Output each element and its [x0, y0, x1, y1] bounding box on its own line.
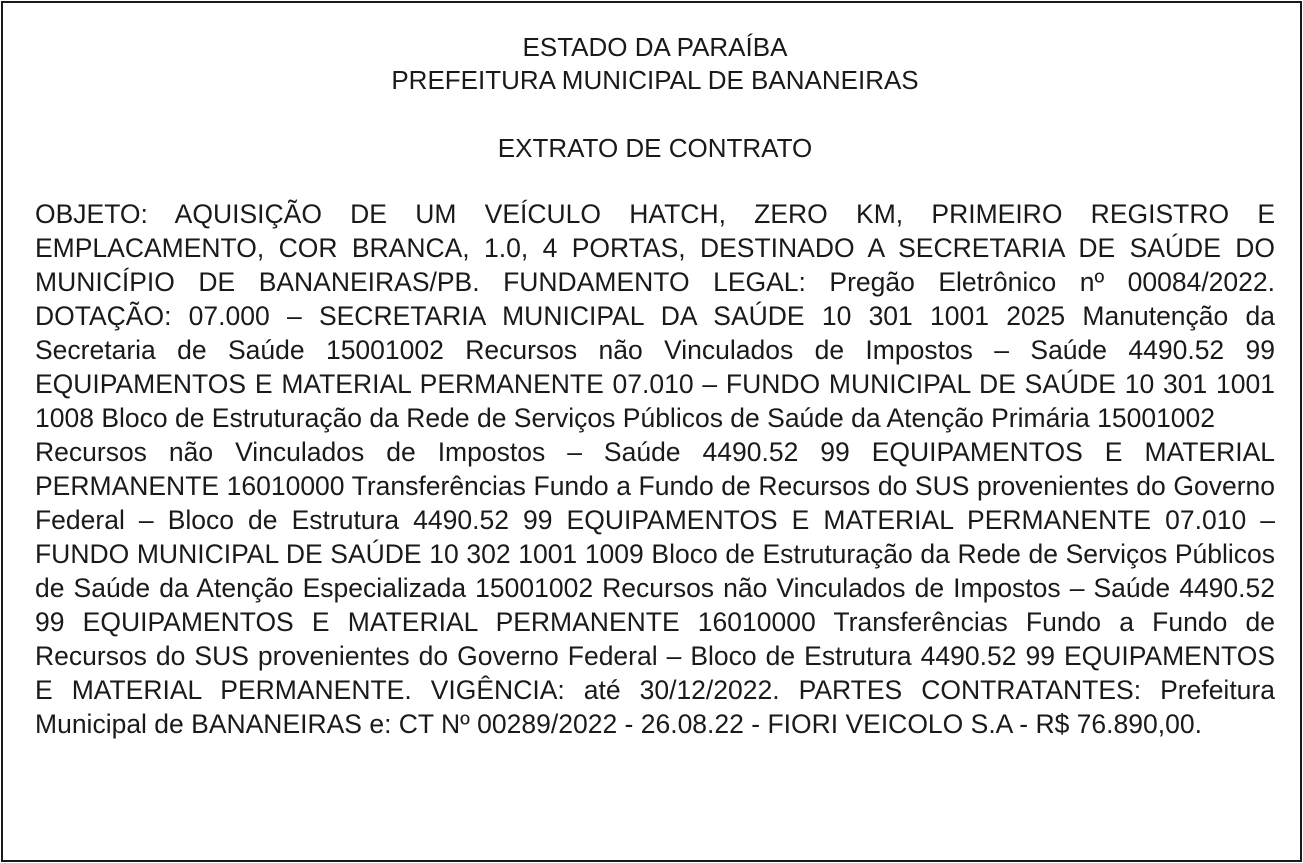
contract-body-paragraph-2: Recursos não Vinculados de Impostos – Saúde 4490.52 99 EQUIPAMENTOS E MATERIAL PERMANENTE 16010000 Transferências Fundo a Fundo de Recursos do SUS provenientes do Governo Federal – Bloco de Estrutura 4490.52 99 EQUIPAMENTOS E MATERIAL PERMANENTE 07.010 – FUNDO MUNICIPAL DE SAÚDE 10 302 1001 1009 Bloco de Estruturação da Rede de Serviços Públicos de Saúde da Atenção Especializada 15001002 Recursos não Vinculados de Impostos – Saúde 4490.52 99 EQUIPAMENTOS E MATERIAL PERMANENTE 16010000 Transferências Fundo a Fundo de Recursos do SUS provenientes do Governo Federal – Bloco de Estrutura 4490.52 99 EQUIPAMENTOS E MATERIAL PERMANENTE. VIGÊNCIA: até 30/12/2022. PARTES CONTRATANTES: Prefeitura Municipal de BANANEIRAS e: CT Nº 00289/2022 - 26.08.22 - FIORI VEICOLO S.A - R$ 76.890,00.	[35, 437, 1275, 739]
contract-extract	[35, 31, 1275, 741]
municipality-heading: PREFEITURA MUNICIPAL DE BANANEIRAS	[391, 65, 919, 95]
state-heading: ESTADO DA PARAÍBA	[522, 32, 788, 62]
document-frame	[1, 1, 1302, 862]
document-title: EXTRATO DE CONTRATO	[497, 133, 813, 163]
contract-body-paragraph-1: OBJETO: AQUISIÇÃO DE UM VEÍCULO HATCH, ZERO KM, PRIMEIRO REGISTRO E EMPLACAMENTO, COR BRANCA, 1.0, 4 PORTAS, DESTINADO A SECRETARIA DE SAÚDE DO MUNICÍPIO DE BANANEIRAS/PB. FUNDAMENTO LEGAL: Pregão Eletrônico nº 00084/2022. DOTAÇÃO: 07.000 – SECRETARIA MUNICIPAL DA SAÚDE 10 301 1001 2025 Manutenção da Secretaria de Saúde 15001002 Recursos não Vinculados de Impostos – Saúde 4490.52 99 EQUIPAMENTOS E MATERIAL PERMANENTE 07.010 – FUNDO MUNICIPAL DE SAÚDE 10 301 1001 1008 Bloco de Estruturação da Rede de Serviços Públicos de Saúde da Atenção Primária 15001002	[35, 199, 1275, 433]
